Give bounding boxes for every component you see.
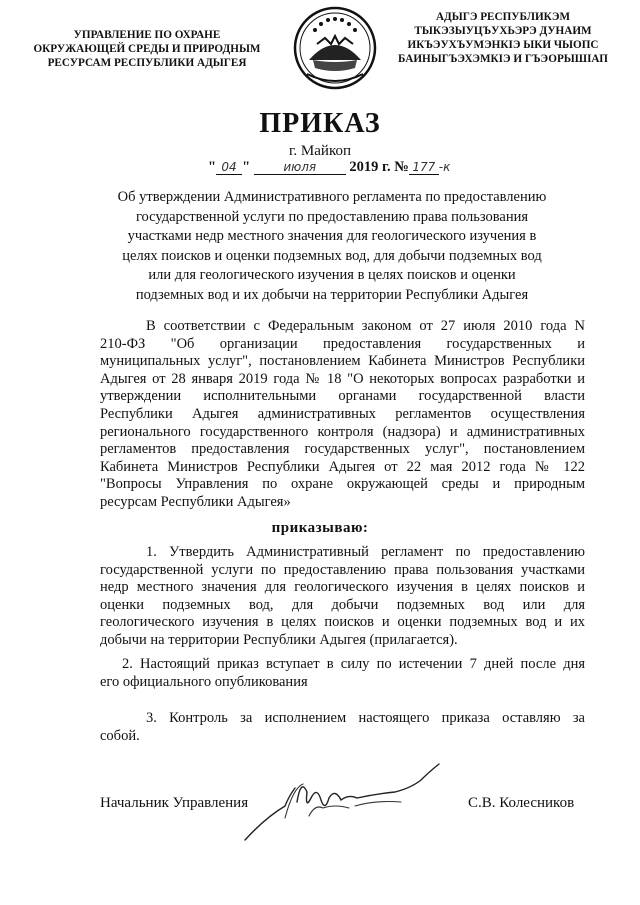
paragraph-line: регламентов предоставления государственных услуг", постановлением <box>100 441 585 458</box>
date-month: июля <box>254 160 346 175</box>
document-number-suffix: -к <box>438 160 451 174</box>
order-item-2 <box>100 656 585 691</box>
header-line: БАИНЫГЪЭХЭМКIЭ И ГЪЭОРЫШIАП <box>398 53 608 65</box>
paragraph-line: государственной услуги по предоставлению права пользования участками <box>100 561 585 578</box>
order-item-3 <box>100 710 585 745</box>
header-line: РЕСУРСАМ РЕСПУБЛИКИ АДЫГЕЯ <box>47 57 247 69</box>
handwritten-signature-icon <box>225 758 455 848</box>
document-subject <box>98 188 566 305</box>
paragraph-line: "Вопросы Управления по охране окружающей среды и природным <box>100 476 585 493</box>
document-number: 177 <box>409 160 439 175</box>
paragraph-line: Кабинета Министров Республики Адыгея от 22 мая 2012 года № 122 <box>100 458 585 475</box>
header-ministry-name-ady <box>372 10 634 66</box>
date-quote-open: " <box>208 159 217 175</box>
paragraph-line: 210-ФЗ "Об организации предоставления государственных и <box>100 335 585 352</box>
date-year: 2019 г. № <box>349 159 409 175</box>
header-ministry-name-ru <box>18 28 276 70</box>
preamble-paragraph <box>100 318 585 512</box>
paragraph-line: регионального государственного контроля (надзора) и административных <box>100 423 585 440</box>
paragraph-line: 2. Настоящий приказ вступает в силу по истечении 7 дней после дня <box>122 656 585 672</box>
decree-word: приказываю: <box>271 520 369 536</box>
paragraph-line: его официального опубликования <box>100 673 308 690</box>
document-city: г. Майкоп <box>288 143 352 159</box>
paragraph-line: Адыгея от 28 января 2019 года № 18 "О некоторых вопросах разработки и <box>100 370 585 387</box>
paragraph-line: оценки подземных вод, для добычи подземных вод или для <box>100 596 585 613</box>
paragraph-line: геологического изучения в целях поисков и оценки подземных вод и их <box>100 614 585 631</box>
document-title: ПРИКАЗ <box>259 108 381 139</box>
paragraph-line: недр местного значения для геологического изучения в целях поисков и <box>100 579 585 596</box>
signatory-position: Начальник Управления <box>100 795 249 811</box>
signatory-name: С.В. Колесников <box>468 795 575 811</box>
subject-line: целях поисков и оценки подземных вод, для добычи подземных вод <box>122 247 542 264</box>
paragraph-line: утверждении исполнительными органами государственной власти <box>100 388 585 405</box>
order-item-1 <box>100 544 585 650</box>
paragraph-line: добычи на территории Республики Адыгея (прилагается). <box>100 631 458 648</box>
header-line: ИКЪЭУХЪУМЭНКIЭ ЫКИ ЧЫОПС <box>407 39 599 51</box>
paragraph-line: Республики Адыгея административных регламентов осуществления <box>100 405 585 422</box>
paragraph-line: собой. <box>100 727 140 744</box>
date-day: 04 <box>216 160 242 175</box>
subject-line: государственной услуги по предоставлению права пользования <box>135 208 529 225</box>
header-line: УПРАВЛЕНИЕ ПО ОХРАНЕ <box>73 29 221 41</box>
subject-line: или для геологического изучения в целях поисков и оценки <box>148 267 516 283</box>
subject-line: участками недр местного значения для геологического изучения в <box>127 228 537 244</box>
header-line: АДЫГЭ РЕСПУБЛИКЭМ <box>435 11 571 23</box>
paragraph-line: 1. Утвердить Административный регламент по предоставлению <box>146 544 585 560</box>
subject-line: подземных вод и их добычи на территории Республики Адыгея <box>135 286 529 303</box>
adygea-coat-of-arms-icon <box>293 4 377 92</box>
paragraph-line: муниципальных услуг", постановлением Кабинета Министров Республики <box>100 353 585 370</box>
subject-line: Об утверждении Административного регламента по предоставлению <box>117 189 547 205</box>
header-line: ОКРУЖАЮЩЕЙ СРЕДЫ И ПРИРОДНЫМ <box>33 43 261 55</box>
header-line: ТЫКЭЗЫУЦЪУХЬЭРЭ ДУНАИМ <box>414 25 592 37</box>
paragraph-line: В соответствии с Федеральным законом от 27 июля 2010 года N <box>146 318 585 334</box>
paragraph-line: ресурсам Республики Адыгея» <box>100 493 291 510</box>
document-dateline <box>208 159 498 176</box>
paragraph-line: 3. Контроль за исполнением настоящего приказа оставляю за <box>146 710 585 726</box>
date-quote-close: " <box>242 159 251 175</box>
